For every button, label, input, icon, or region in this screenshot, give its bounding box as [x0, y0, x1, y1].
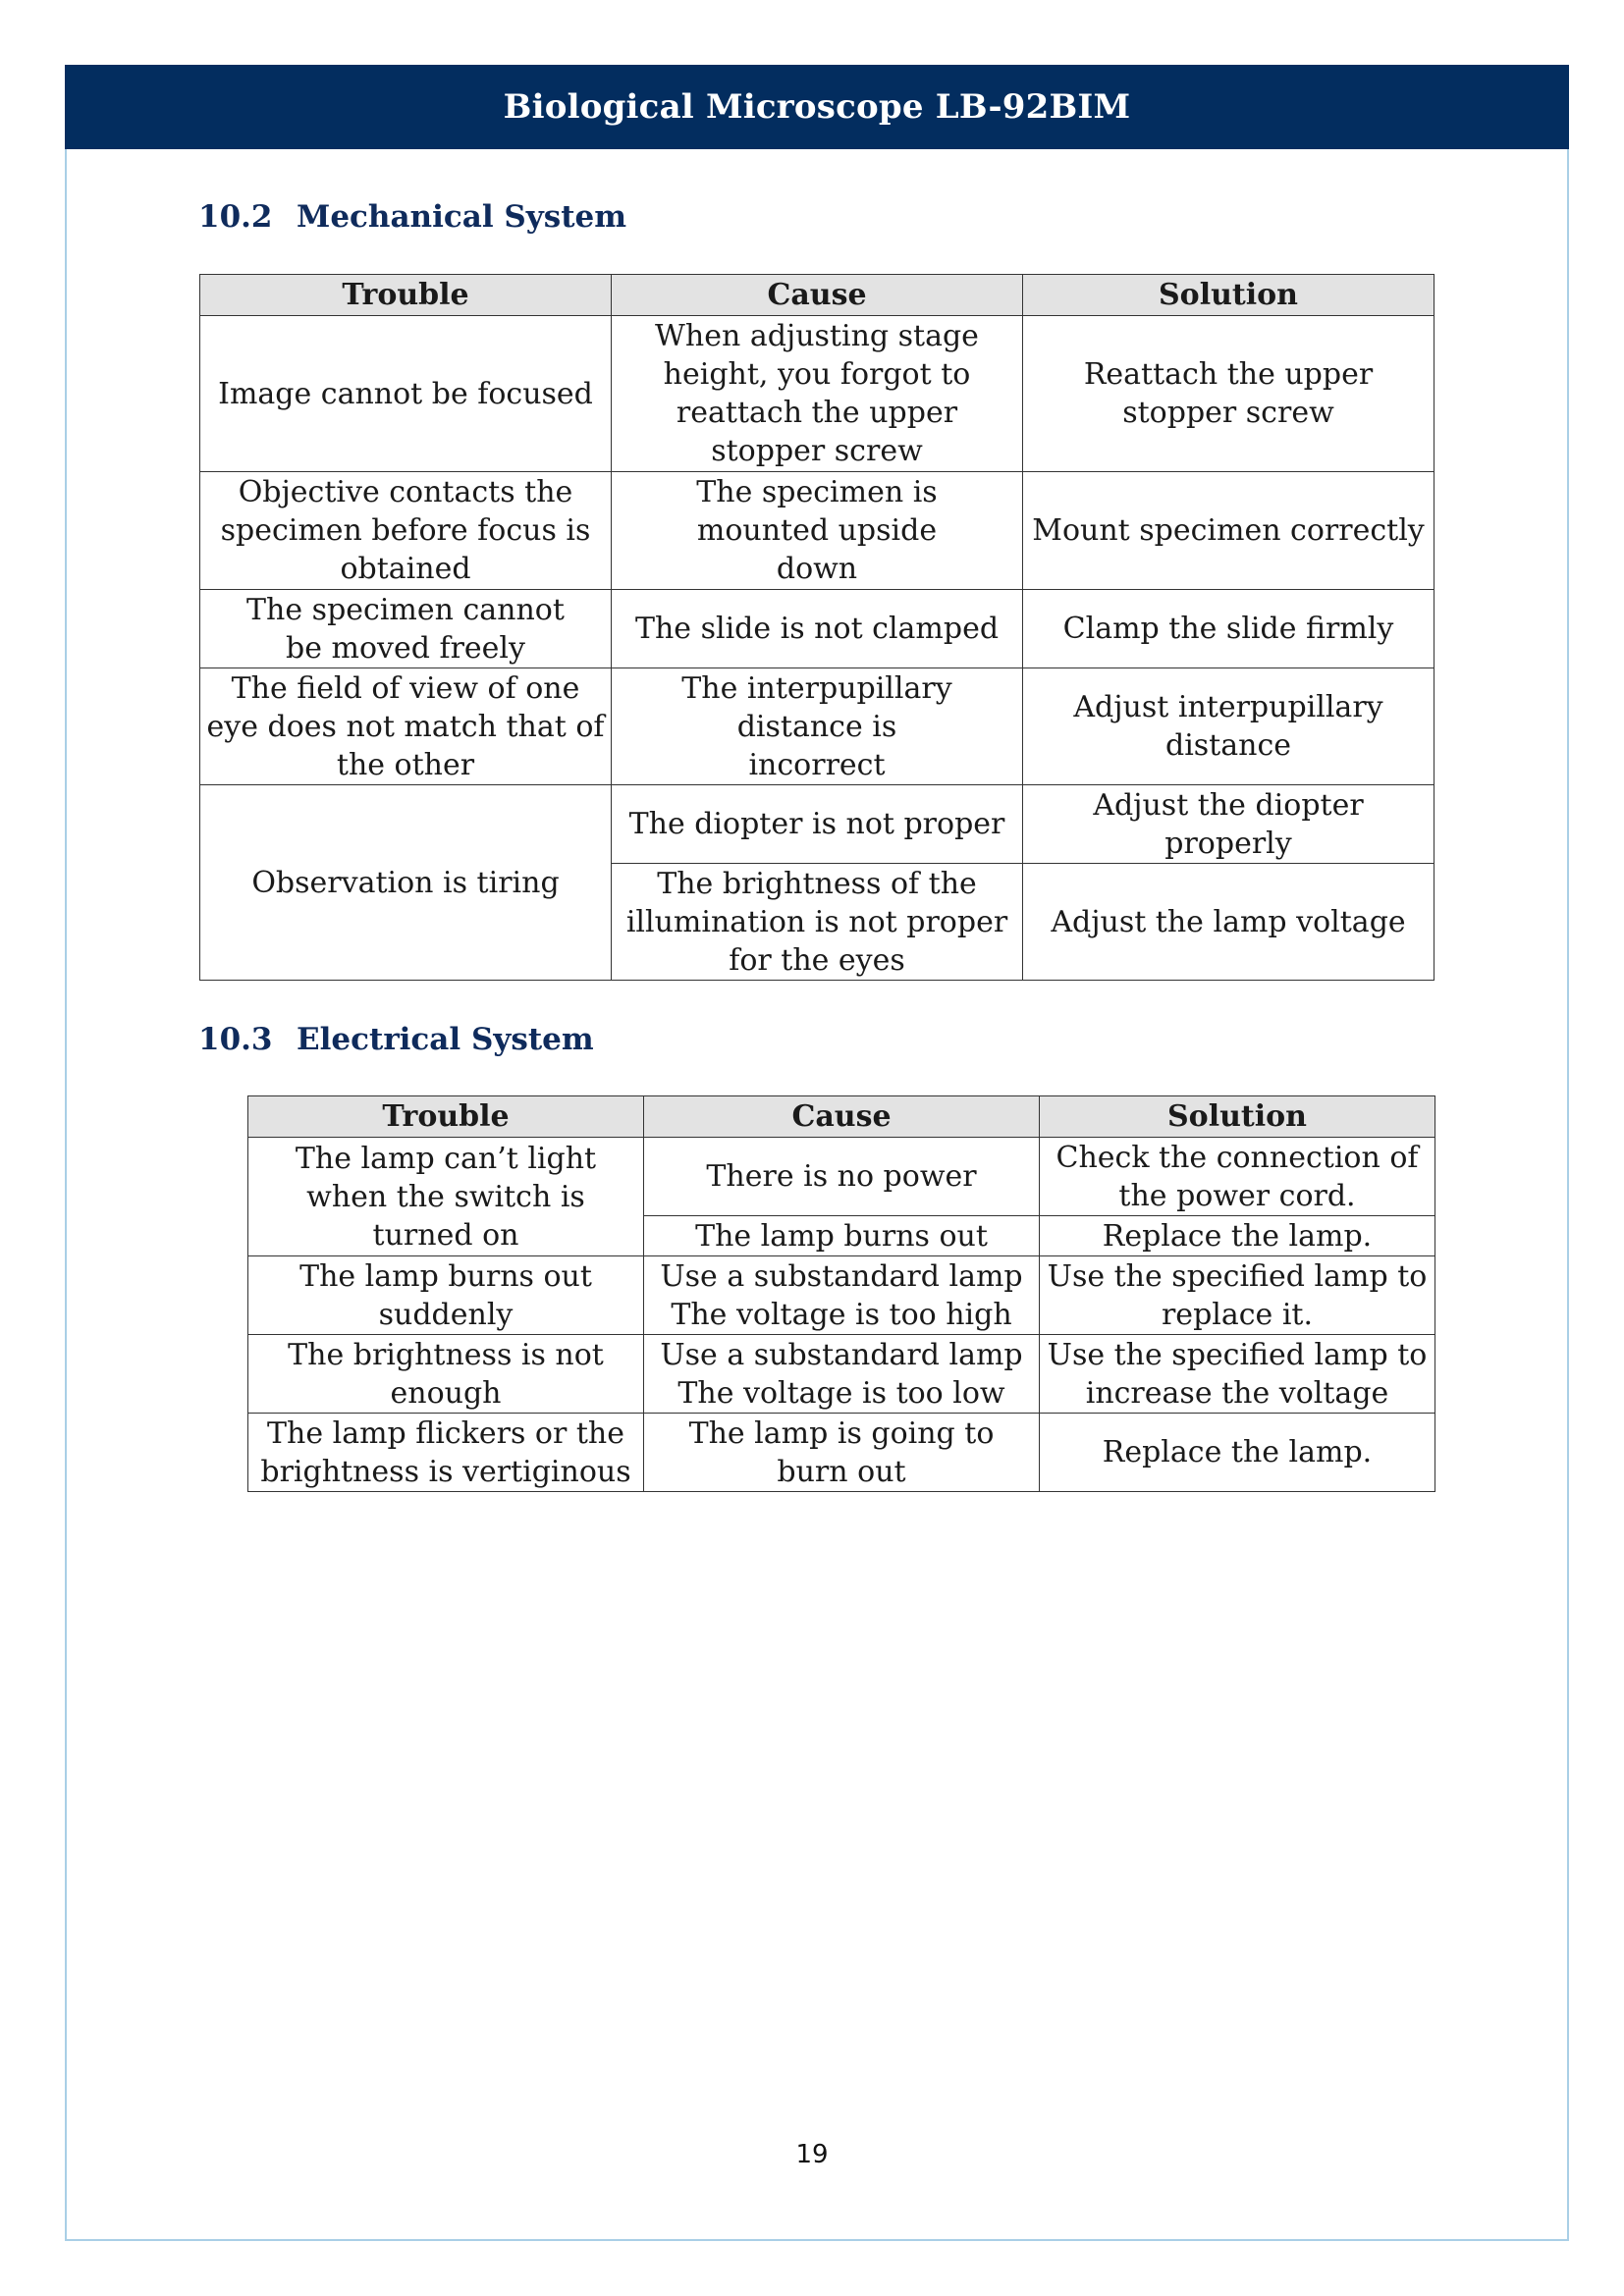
cause-cell: Use a substandard lamp The voltage is too low [644, 1335, 1040, 1414]
column-header-solution: Solution [1023, 275, 1435, 316]
page-number: 19 [795, 2140, 829, 2169]
trouble-cell: The lamp flickers or the brightness is vertiginous [248, 1414, 644, 1492]
trouble-cell: Observation is tiring [200, 785, 612, 981]
cause-cell: The lamp is going to burn out [644, 1414, 1040, 1492]
section-number: 10.2 [198, 199, 273, 235]
electrical-troubleshooting-table [247, 1095, 1435, 1492]
solution-cell: Adjust the lamp voltage [1023, 864, 1435, 981]
section-heading-electrical [198, 1017, 594, 1062]
trouble-cell: The lamp burns out suddenly [248, 1256, 644, 1335]
cause-cell: The interpupillary distance is incorrect [612, 668, 1023, 785]
table-row [248, 1414, 1435, 1492]
table-row [200, 590, 1435, 668]
solution-cell: Check the connection of the power cord. [1040, 1138, 1435, 1216]
trouble-cell: The field of view of one eye does not match that of the other [200, 668, 612, 785]
solution-cell: Reattach the upper stopper screw [1023, 316, 1435, 472]
cause-cell: There is no power [644, 1138, 1040, 1216]
cause-cell: The brightness of the illumination is not proper for the eyes [612, 864, 1023, 981]
trouble-cell: The specimen cannot be moved freely [200, 590, 612, 668]
solution-cell: Adjust interpupillary distance [1023, 668, 1435, 785]
table-row [200, 472, 1435, 590]
cause-cell: The slide is not clamped [612, 590, 1023, 668]
table-row [248, 1138, 1435, 1216]
trouble-cell: The brightness is not enough [248, 1335, 644, 1414]
solution-cell: Use the specified lamp to replace it. [1040, 1256, 1435, 1335]
table-header-row [200, 275, 1435, 316]
cause-cell: The specimen is mounted upside down [612, 472, 1023, 590]
column-header-cause: Cause [644, 1096, 1040, 1138]
solution-cell: Adjust the diopter properly [1023, 785, 1435, 864]
section-title: Electrical System [297, 1022, 594, 1057]
cause-cell: Use a substandard lamp The voltage is too high [644, 1256, 1040, 1335]
table-row [248, 1335, 1435, 1414]
mechanical-troubleshooting-table [199, 274, 1435, 981]
column-header-trouble: Trouble [248, 1096, 644, 1138]
trouble-cell: Objective contacts the specimen before focus is obtained [200, 472, 612, 590]
solution-cell: Use the specified lamp to increase the voltage [1040, 1335, 1435, 1414]
cause-cell: When adjusting stage height, you forgot to reattach the upper stopper screw [612, 316, 1023, 472]
cause-cell: The lamp burns out [644, 1216, 1040, 1256]
document-title: Biological Microscope LB-92BIM [503, 87, 1131, 127]
section-title: Mechanical System [297, 199, 627, 235]
column-header-cause: Cause [612, 275, 1023, 316]
section-number: 10.3 [198, 1022, 273, 1057]
solution-cell: Replace the lamp. [1040, 1216, 1435, 1256]
table-row [200, 785, 1435, 864]
section-heading-mechanical [198, 194, 626, 240]
table-header-row [248, 1096, 1435, 1138]
trouble-cell: Image cannot be focused [200, 316, 612, 472]
column-header-solution: Solution [1040, 1096, 1435, 1138]
table-row [200, 668, 1435, 785]
solution-cell: Clamp the slide firmly [1023, 590, 1435, 668]
cause-cell: The diopter is not proper [612, 785, 1023, 864]
solution-cell: Replace the lamp. [1040, 1414, 1435, 1492]
table-row [248, 1256, 1435, 1335]
table-row [200, 316, 1435, 472]
solution-cell: Mount specimen correctly [1023, 472, 1435, 590]
trouble-cell: The lamp can’t light when the switch is turned on [248, 1138, 644, 1256]
column-header-trouble: Trouble [200, 275, 612, 316]
document-header [65, 65, 1569, 149]
